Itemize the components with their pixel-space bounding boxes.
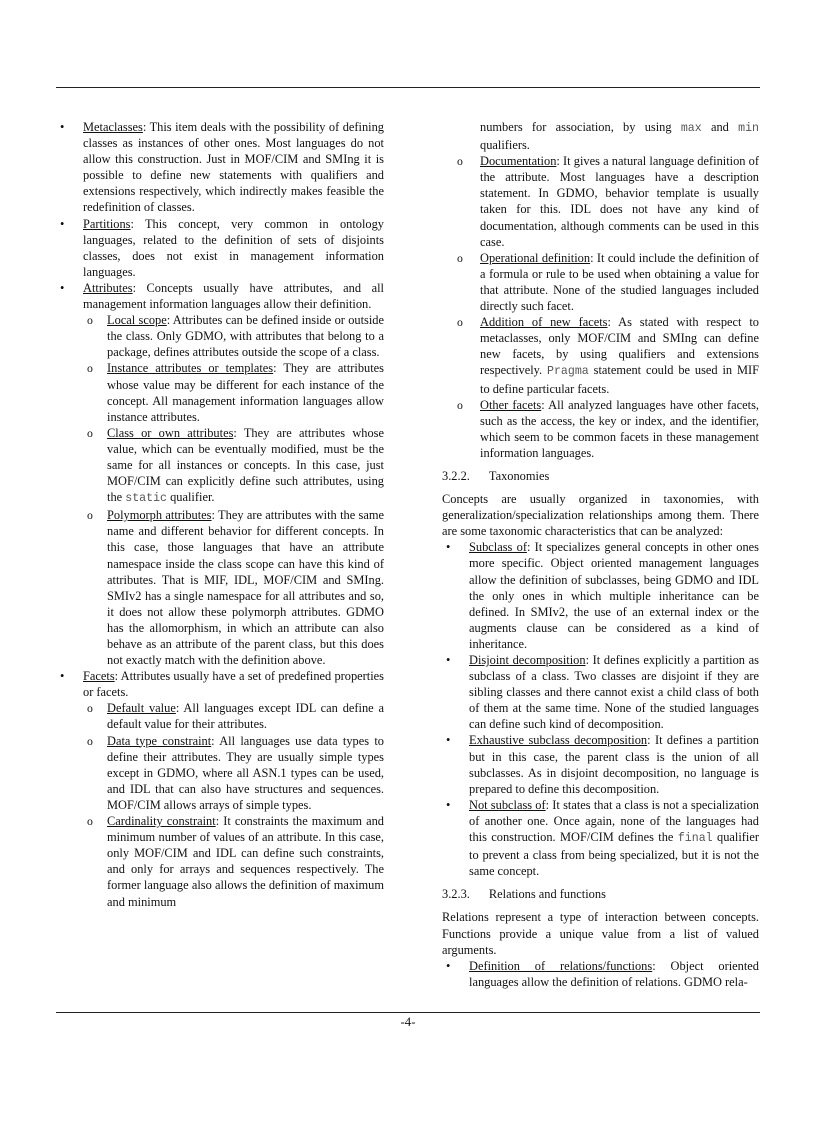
text-operational: : It could include the definition of a formula or rule to be used when obtaining a value for that attribute. None of the studied languages included directly such facet. <box>480 250 760 314</box>
text-local-scope: : Attributes can be defined inside or outside the class. Only GDMO, with attributes that belong to a package, defines attributes outside the scope of a class. <box>107 313 384 360</box>
paragraph-relations-intro: Relations represent a type of interaction between concepts. Functions provide a unique value from a list of valued arguments. <box>442 910 759 957</box>
term-polymorph: Polymorph attributes <box>107 508 212 523</box>
text-class-attributes-b: qualifier. <box>167 490 215 505</box>
subbullet-new-facets <box>442 314 759 396</box>
term-subclass-of: Subclass of <box>469 540 527 555</box>
subbullet-instance-attributes <box>56 360 384 424</box>
bullet-metaclasses <box>56 119 384 216</box>
text-facets: : Attributes usually have a set of predefined properties or facets. <box>83 669 384 700</box>
section-heading-relations <box>442 886 759 902</box>
code-min: min <box>738 122 759 135</box>
cardinality-continuation <box>442 119 759 153</box>
bullet-partitions <box>56 216 384 280</box>
bullet-attributes <box>56 280 384 312</box>
section-number: 3.2.3. <box>442 887 470 902</box>
term-attributes: Attributes <box>83 280 133 295</box>
bullet-not-subclass <box>442 797 759 879</box>
subbullet-icon: o <box>87 701 93 716</box>
term-new-facets: Addition of new facets <box>480 315 608 330</box>
subbullet-other-facets <box>442 397 759 461</box>
text-other-facets: : All analyzed languages have other facets, such as the access, the key or index, and the identifier, which seem to be common facets in these management information languages. <box>480 397 759 460</box>
subbullet-operational <box>442 250 759 314</box>
subbullet-polymorph <box>56 507 384 668</box>
bullet-icon: • <box>446 958 451 973</box>
bullet-exhaustive <box>442 732 759 796</box>
subbullet-icon: o <box>87 733 93 748</box>
subbullet-data-type <box>56 733 384 813</box>
text-new-facets-a: : As stated with respect to metaclasses, only MOF/CIM and SMIng can define new facets, by using qualifiers and extensions respectively. <box>480 315 759 378</box>
term-operational: Operational definition <box>480 250 591 265</box>
bottom-rule <box>56 1012 760 1013</box>
bullet-icon: • <box>60 216 65 231</box>
text-cardinality-cont-a: numbers for association, by using <box>480 120 681 134</box>
text-not-subclass-b: qualifier to prevent a class from being specialized, but it is not the same concept. <box>469 830 759 879</box>
code-max: max <box>680 122 702 135</box>
bullet-def-relations <box>442 958 759 990</box>
section-title: Taxonomies <box>488 468 550 483</box>
term-class-attributes: Class or own attributes <box>107 425 234 440</box>
subbullet-icon: o <box>87 361 93 376</box>
text-disjoint: : It defines explicitly a partition as subclass of a class. Two classes are disjoint if they are sibling classes and there cannot exist a child class of both of them at the same time. None of the studied languages can define such kind of decomposition. <box>469 653 759 732</box>
term-def-relations: Definition of relations/functions <box>469 958 653 973</box>
right-column <box>442 119 759 990</box>
text-cardinality: : It constraints the maximum and minimum number of values of an attribute. In this case, only MOF/CIM and IDL can define such constraints, and only for arrays and sequences respectively. The former language also allows the definition of maximum and minimum <box>107 814 384 909</box>
code-pragma: Pragma <box>547 365 589 379</box>
term-instance-attributes: Instance attributes or templates <box>107 361 274 376</box>
text-def-relations: : Object oriented languages allow the definition of relations. GDMO rela- <box>469 958 759 989</box>
text-class-attributes-a: : They are attributes whose value, which can be eventually modified, must be the same for all instances or concepts. In this case, just MOF/CIM can explicitly define such attributes, using the <box>107 425 384 505</box>
left-column <box>56 119 384 910</box>
subbullet-icon: o <box>87 425 93 440</box>
text-not-subclass-a: : It states that a class is not a specialization of another one. Once again, none of the languages had this construction. MOF/CIM defines the <box>469 797 759 845</box>
text-metaclasses: : This item deals with the possibility of defining classes as instances of other ones. Most languages do not allow this construction. Just in MOF/CIM and SMIng it is possible to define new statements with qualifiers and extensions respectively, which indirectly makes feasible the redefinition of classes. <box>83 120 384 215</box>
subbullet-icon: o <box>457 154 463 169</box>
term-data-type: Data type constraint <box>107 733 212 748</box>
page-number: -4- <box>400 1015 416 1029</box>
bullet-icon: • <box>446 653 451 667</box>
subbullet-local-scope <box>56 312 384 360</box>
term-local-scope: Local scope <box>107 313 167 328</box>
subbullet-class-attributes <box>56 425 384 507</box>
code-static: static <box>125 492 167 506</box>
bullet-facets <box>56 668 384 700</box>
subbullet-icon: o <box>457 397 463 412</box>
term-documentation: Documentation <box>480 154 557 169</box>
term-disjoint: Disjoint decomposition <box>469 653 586 667</box>
subbullet-icon: o <box>87 814 93 829</box>
text-instance-attributes: : They are attributes whose value may be different for each instance of the concept. All management information languages allow instance attributes. <box>107 361 384 424</box>
term-exhaustive: Exhaustive subclass decomposition <box>469 733 648 748</box>
subbullet-icon: o <box>457 315 463 330</box>
text-subclass-of: : It specializes general concepts in other ones more specific. Object oriented management languages allow the definition of subclasses, being GDMO and IDL the only ones in which multiple inheritance can be defined. In SMIv2, the use of an external index or the augments clause can be considered as a kind of inheritance. <box>469 540 759 651</box>
term-metaclasses: Metaclasses <box>83 120 143 134</box>
section-title: Relations and functions <box>488 887 606 902</box>
text-polymorph: : They are attributes with the same name and different behavior for different concepts. In this case, those languages that have an attribute namespace inside the class scope can have this kind of attributes. That is MIF, IDL, MOF/CIM and SMIng. SMIv2 has a single namespace for all attributes and so, it does not allow these polymorph attributes. GDMO has the allomorphism, in which an attribute can also behave as an attribute of the parent class, but this does not exactly match with the definition above. <box>107 508 385 668</box>
top-rule <box>56 87 760 88</box>
code-final: final <box>677 832 713 846</box>
text-default-value: : All languages except IDL can define a default value for their attributes. <box>107 701 384 732</box>
bullet-icon: • <box>60 120 65 134</box>
subbullet-default-value <box>56 700 384 732</box>
subbullet-icon: o <box>87 313 93 328</box>
bullet-icon: • <box>446 733 451 748</box>
subbullet-icon: o <box>457 250 463 265</box>
term-partitions: Partitions <box>83 216 131 231</box>
subbullet-cardinality <box>56 813 384 910</box>
term-default-value: Default value <box>107 701 176 716</box>
text-cardinality-cont-b: and <box>701 120 739 134</box>
term-other-facets: Other facets <box>480 397 542 412</box>
text-partitions: : This concept, very common in ontology languages, related to the definition of sets of disjoints classes, does not exist in management information languages. <box>83 216 384 279</box>
section-number: 3.2.2. <box>442 468 470 483</box>
bullet-icon: • <box>446 797 451 812</box>
term-facets: Facets <box>83 669 115 684</box>
term-not-subclass: Not subclass of <box>469 797 546 812</box>
bullet-icon: • <box>60 280 65 295</box>
term-cardinality: Cardinality constraint <box>107 814 216 829</box>
text-new-facets-b: statement could be used in MIF to define particular facets. <box>480 363 759 396</box>
section-heading-taxonomies <box>442 468 759 484</box>
paragraph-taxonomies-intro: Concepts are usually organized in taxonomies, with generalization/specialization relationships among them. There are some taxonomic characteristics that can be analyzed: <box>442 492 759 539</box>
text-documentation: : It gives a natural language definition of the attribute. Most languages have a description statement. In GDMO, behavior template is usually taken for this. IDL does not have any kind of documentation, although comments can be used in this case. <box>480 154 759 249</box>
bullet-icon: • <box>60 669 65 684</box>
text-attributes: : Concepts usually have attributes, and all management information languages allow their definition. <box>83 280 384 312</box>
bullet-icon: • <box>446 540 451 555</box>
text-data-type: : All languages use data types to define their attributes. They are usually simple types except in GDMO, where all ASN.1 types can be used, and IDL that can also have structures and sequences. MOF/CIM allows arrays of simple types. <box>107 733 385 812</box>
bullet-subclass-of <box>442 539 759 652</box>
text-exhaustive: : It defines a partition but in this case, the parent class is the union of all subclasses. As in disjoint decomposition, no language is prepared to define this decomposition. <box>469 733 759 796</box>
text-cardinality-cont-c: qualifiers. <box>480 138 530 153</box>
subbullet-documentation <box>442 153 759 250</box>
bullet-disjoint <box>442 652 759 732</box>
subbullet-icon: o <box>87 508 93 523</box>
